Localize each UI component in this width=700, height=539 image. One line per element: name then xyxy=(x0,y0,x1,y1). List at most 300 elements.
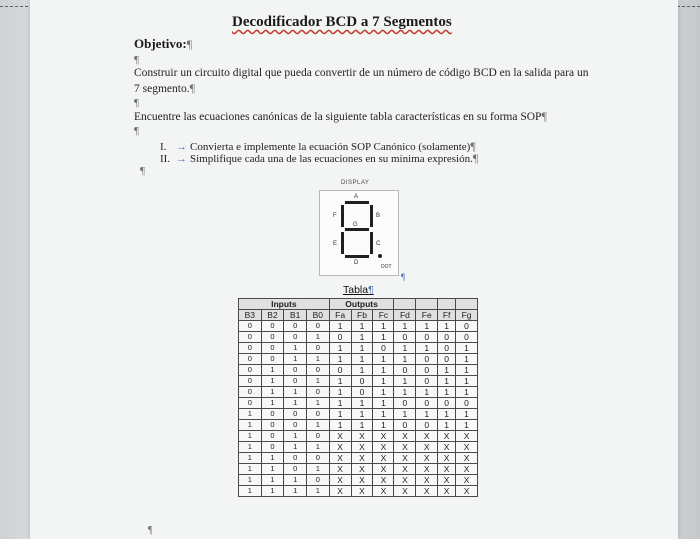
table-cell[interactable] xyxy=(329,475,351,486)
cell-value: X xyxy=(337,442,343,452)
cell-value: 1 xyxy=(337,409,343,419)
cell-value: 1 xyxy=(293,387,298,396)
table-cell[interactable] xyxy=(307,409,330,420)
table-cell[interactable] xyxy=(351,486,373,497)
segment-b xyxy=(370,205,373,227)
segment-label-g: G xyxy=(353,222,358,228)
table-cell[interactable] xyxy=(284,431,307,442)
table-cell[interactable] xyxy=(261,376,284,387)
cell-value: 0 xyxy=(247,376,252,385)
table-cell[interactable] xyxy=(307,354,330,365)
title-text: Decodificador BCD a 7 Segmentos xyxy=(232,14,452,30)
table-cell[interactable] xyxy=(239,486,262,497)
table-cell[interactable] xyxy=(394,398,416,409)
table-cell[interactable] xyxy=(373,442,394,453)
table-cell[interactable] xyxy=(394,486,416,497)
cell-value: 1 xyxy=(464,365,469,375)
table-cell[interactable] xyxy=(373,398,394,409)
cell-value: 1 xyxy=(270,475,275,484)
table-cell[interactable] xyxy=(438,365,456,376)
table-cell[interactable] xyxy=(394,354,416,365)
table-cell[interactable] xyxy=(416,332,438,343)
cell-value: 0 xyxy=(270,431,275,440)
column-header-fd: Fd xyxy=(394,310,416,321)
table-cell[interactable] xyxy=(351,442,373,453)
table-row xyxy=(239,475,478,486)
table-cell[interactable] xyxy=(239,376,262,387)
cell-value: X xyxy=(337,453,343,463)
segment-e xyxy=(341,232,344,254)
table-cell[interactable] xyxy=(373,321,394,332)
table-cell[interactable] xyxy=(373,354,394,365)
cell-value: 1 xyxy=(464,343,469,353)
table-cell[interactable] xyxy=(351,464,373,475)
cell-value: 1 xyxy=(337,321,343,331)
table-cell[interactable] xyxy=(239,420,262,431)
table-cell[interactable] xyxy=(373,376,394,387)
table-cell[interactable] xyxy=(438,354,456,365)
cell-value: X xyxy=(463,486,470,496)
cell-value: 1 xyxy=(381,409,386,419)
table-cell[interactable] xyxy=(329,486,351,497)
cell-value: 1 xyxy=(247,431,252,440)
table-cell[interactable] xyxy=(261,387,284,398)
cell-value: 0 xyxy=(270,321,275,330)
segment-label-dp: DOT xyxy=(381,264,392,270)
table-cell[interactable] xyxy=(438,420,456,431)
table-cell[interactable] xyxy=(456,398,478,409)
cell-value: 0 xyxy=(315,365,320,374)
table-cell[interactable] xyxy=(307,431,330,442)
table-cell[interactable] xyxy=(239,475,262,486)
table-cell[interactable] xyxy=(394,475,416,486)
table-caption xyxy=(343,284,374,296)
table-cell[interactable] xyxy=(373,464,394,475)
cell-value: 1 xyxy=(402,376,408,386)
pilcrow-mark: ¶ xyxy=(472,151,479,165)
table-cell[interactable] xyxy=(329,365,351,376)
cell-value: 0 xyxy=(464,321,469,331)
table-cell[interactable] xyxy=(416,354,438,365)
table-cell[interactable] xyxy=(307,321,330,332)
table-cell[interactable] xyxy=(329,431,351,442)
table-cell[interactable] xyxy=(456,431,478,442)
table-cell[interactable] xyxy=(373,365,394,376)
list-item xyxy=(160,151,478,166)
cell-value: 0 xyxy=(359,376,365,386)
column-header-b2: B2 xyxy=(261,310,284,321)
table-cell[interactable] xyxy=(329,398,351,409)
cell-value: 1 xyxy=(359,343,365,353)
table-cell[interactable] xyxy=(351,420,373,431)
cell-value: 1 xyxy=(315,376,320,385)
table-cell[interactable] xyxy=(438,321,456,332)
table-row xyxy=(239,409,478,420)
table-cell[interactable] xyxy=(261,365,284,376)
cell-value: X xyxy=(443,475,450,485)
table-cell[interactable] xyxy=(416,486,438,497)
cell-value: 1 xyxy=(247,486,252,495)
cell-value: 1 xyxy=(424,409,430,419)
table-cell[interactable] xyxy=(416,475,438,486)
table-cell[interactable] xyxy=(307,486,330,497)
table-cell[interactable] xyxy=(456,387,478,398)
table-cell[interactable] xyxy=(329,376,351,387)
table-cell[interactable] xyxy=(239,343,262,354)
table-cell[interactable] xyxy=(416,431,438,442)
table-cell[interactable] xyxy=(373,420,394,431)
table-cell[interactable] xyxy=(438,475,456,486)
cell-value: 0 xyxy=(270,442,275,451)
objective-paragraph xyxy=(134,66,594,97)
table-cell[interactable] xyxy=(239,321,262,332)
table-cell[interactable] xyxy=(351,453,373,464)
cell-value: 0 xyxy=(402,365,408,375)
table-cell[interactable] xyxy=(416,464,438,475)
table-cell[interactable] xyxy=(416,409,438,420)
table-cell[interactable] xyxy=(394,365,416,376)
table-cell[interactable] xyxy=(284,475,307,486)
table-cell[interactable] xyxy=(261,464,284,475)
table-cell[interactable] xyxy=(456,321,478,332)
table-cell[interactable] xyxy=(239,354,262,365)
table-cell[interactable] xyxy=(284,486,307,497)
cell-value: 1 xyxy=(315,354,320,363)
table-cell[interactable] xyxy=(416,398,438,409)
cell-value: 1 xyxy=(444,376,449,386)
table-cell[interactable] xyxy=(394,442,416,453)
cell-value: X xyxy=(402,464,408,474)
table-cell[interactable] xyxy=(394,420,416,431)
table-cell[interactable] xyxy=(261,420,284,431)
cell-value: X xyxy=(423,486,430,496)
table-cell[interactable] xyxy=(456,475,478,486)
cell-value: 1 xyxy=(424,321,430,331)
table-cell[interactable] xyxy=(307,387,330,398)
table-cell[interactable] xyxy=(394,332,416,343)
cell-value: X xyxy=(402,431,408,441)
empty-header-cell xyxy=(456,299,478,310)
table-cell[interactable] xyxy=(416,442,438,453)
table-cell[interactable] xyxy=(456,453,478,464)
table-cell[interactable] xyxy=(456,442,478,453)
cell-value: 1 xyxy=(247,420,252,429)
table-cell[interactable] xyxy=(284,442,307,453)
cell-value: X xyxy=(463,453,470,463)
table-cell[interactable] xyxy=(261,398,284,409)
cell-value: X xyxy=(359,442,365,452)
table-cell[interactable] xyxy=(261,442,284,453)
table-cell[interactable] xyxy=(456,409,478,420)
table-cell[interactable] xyxy=(307,442,330,453)
table-cell[interactable] xyxy=(373,332,394,343)
list-number: II. xyxy=(160,153,171,165)
table-cell[interactable] xyxy=(438,486,456,497)
cell-value: 0 xyxy=(247,321,252,330)
column-header-fe: Fe xyxy=(416,310,438,321)
cell-value: 1 xyxy=(381,420,386,430)
table-cell[interactable] xyxy=(394,453,416,464)
table-cell[interactable] xyxy=(239,442,262,453)
cell-value: 1 xyxy=(464,409,469,419)
table-cell[interactable] xyxy=(416,343,438,354)
table-header-row xyxy=(239,310,478,321)
table-cell[interactable] xyxy=(416,365,438,376)
table-cell[interactable] xyxy=(373,431,394,442)
table-cell[interactable] xyxy=(329,354,351,365)
cell-value: X xyxy=(337,431,343,441)
table-cell[interactable] xyxy=(394,409,416,420)
cell-value: 0 xyxy=(293,420,298,429)
cell-value: 1 xyxy=(359,354,365,364)
truth-table[interactable] xyxy=(238,298,478,497)
table-cell[interactable] xyxy=(239,431,262,442)
table-cell[interactable] xyxy=(373,387,394,398)
table-cell[interactable] xyxy=(261,332,284,343)
cell-value: 0 xyxy=(424,376,430,386)
table-cell[interactable] xyxy=(239,453,262,464)
table-cell[interactable] xyxy=(416,387,438,398)
table-cell[interactable] xyxy=(329,332,351,343)
cell-value: 1 xyxy=(270,398,275,407)
table-cell[interactable] xyxy=(351,431,373,442)
cell-value: 1 xyxy=(270,387,275,396)
cell-value: 1 xyxy=(293,354,298,363)
cell-value: 1 xyxy=(381,321,386,331)
cell-value: 0 xyxy=(464,398,469,408)
empty-header-cell xyxy=(438,299,456,310)
table-cell[interactable] xyxy=(456,332,478,343)
table-cell[interactable] xyxy=(351,387,373,398)
cell-value: X xyxy=(359,486,365,496)
segment-label-e: E xyxy=(333,241,338,247)
table-cell[interactable] xyxy=(329,387,351,398)
table-cell[interactable] xyxy=(329,464,351,475)
table-cell[interactable] xyxy=(373,409,394,420)
tab-arrow-icon: → xyxy=(176,153,187,165)
table-cell[interactable] xyxy=(373,453,394,464)
table-cell[interactable] xyxy=(394,321,416,332)
segment-label-b: B xyxy=(376,213,381,219)
table-cell[interactable] xyxy=(456,486,478,497)
table-cell[interactable] xyxy=(438,332,456,343)
table-cell[interactable] xyxy=(351,321,373,332)
table-cell[interactable] xyxy=(351,343,373,354)
cell-value: 1 xyxy=(315,464,320,473)
cell-value: 1 xyxy=(424,387,430,397)
table-cell[interactable] xyxy=(438,453,456,464)
cell-value: X xyxy=(463,464,470,474)
table-cell[interactable] xyxy=(438,409,456,420)
table-cell[interactable] xyxy=(307,453,330,464)
table-cell[interactable] xyxy=(416,321,438,332)
cell-value: X xyxy=(380,464,387,474)
table-cell[interactable] xyxy=(351,398,373,409)
table-cell[interactable] xyxy=(284,453,307,464)
table-cell[interactable] xyxy=(284,343,307,354)
table-cell[interactable] xyxy=(456,420,478,431)
cell-value: 0 xyxy=(337,332,343,342)
table-cell[interactable] xyxy=(261,343,284,354)
table-row xyxy=(239,365,478,376)
table-cell[interactable] xyxy=(351,475,373,486)
cell-value: 0 xyxy=(444,332,449,342)
cell-value: 0 xyxy=(402,398,408,408)
table-cell[interactable] xyxy=(307,343,330,354)
pilcrow-mark: ¶ xyxy=(541,109,547,123)
table-cell[interactable] xyxy=(284,376,307,387)
table-cell[interactable] xyxy=(394,464,416,475)
table-cell[interactable] xyxy=(261,321,284,332)
pilcrow-mark: ¶ xyxy=(148,525,153,536)
cell-value: 0 xyxy=(315,453,320,462)
table-cell[interactable] xyxy=(307,475,330,486)
table-cell[interactable] xyxy=(329,442,351,453)
cell-value: 1 xyxy=(270,453,275,462)
table-cell[interactable] xyxy=(351,332,373,343)
cell-value: X xyxy=(402,442,408,452)
table-cell[interactable] xyxy=(416,376,438,387)
table-cell[interactable] xyxy=(373,343,394,354)
cell-value: 1 xyxy=(247,409,252,418)
cell-value: 1 xyxy=(315,398,320,407)
table-cell[interactable] xyxy=(456,365,478,376)
outputs-group-header: Outputs xyxy=(329,299,394,310)
table-cell[interactable] xyxy=(456,354,478,365)
table-cell[interactable] xyxy=(329,453,351,464)
cell-value: 0 xyxy=(247,365,252,374)
table-cell[interactable] xyxy=(416,420,438,431)
table-cell[interactable] xyxy=(284,321,307,332)
table-cell[interactable] xyxy=(284,354,307,365)
cell-value: 0 xyxy=(315,475,320,484)
pilcrow-mark: ¶ xyxy=(186,37,193,51)
table-cell[interactable] xyxy=(284,409,307,420)
cell-value: 1 xyxy=(464,376,469,386)
cell-value: X xyxy=(380,475,387,485)
table-cell[interactable] xyxy=(416,453,438,464)
table-cell[interactable] xyxy=(307,420,330,431)
cell-value: 0 xyxy=(315,387,320,396)
table-cell[interactable] xyxy=(239,409,262,420)
table-cell[interactable] xyxy=(261,453,284,464)
cell-value: X xyxy=(463,431,470,441)
cell-value: 0 xyxy=(270,420,275,429)
table-cell[interactable] xyxy=(456,464,478,475)
table-cell[interactable] xyxy=(261,431,284,442)
table-cell[interactable] xyxy=(284,332,307,343)
cell-value: 1 xyxy=(315,486,320,495)
cell-value: 1 xyxy=(247,442,252,451)
cell-value: 0 xyxy=(270,354,275,363)
cell-value: 0 xyxy=(293,332,298,341)
cell-value: 1 xyxy=(444,321,449,331)
table-cell[interactable] xyxy=(438,442,456,453)
table-cell[interactable] xyxy=(284,398,307,409)
table-row xyxy=(239,343,478,354)
table-cell[interactable] xyxy=(239,332,262,343)
pilcrow-mark: ¶ xyxy=(134,97,139,109)
table-cell[interactable] xyxy=(284,365,307,376)
table-cell[interactable] xyxy=(438,376,456,387)
cell-value: 1 xyxy=(293,431,298,440)
cell-value: 1 xyxy=(270,365,275,374)
cell-value: X xyxy=(359,475,365,485)
table-cell[interactable] xyxy=(438,343,456,354)
pilcrow-mark: ¶ xyxy=(470,139,476,153)
cell-value: 0 xyxy=(270,409,275,418)
table-cell[interactable] xyxy=(284,387,307,398)
document-title xyxy=(232,14,452,31)
cell-value: 1 xyxy=(247,453,252,462)
table-cell[interactable] xyxy=(394,387,416,398)
table-cell[interactable] xyxy=(261,475,284,486)
cell-value: 0 xyxy=(293,464,298,473)
table-cell[interactable] xyxy=(394,376,416,387)
cell-value: 1 xyxy=(381,354,386,364)
cell-value: 0 xyxy=(270,343,275,352)
cell-value: 0 xyxy=(293,376,298,385)
cell-value: X xyxy=(423,453,430,463)
table-cell[interactable] xyxy=(329,343,351,354)
table-cell[interactable] xyxy=(438,387,456,398)
cell-value: 1 xyxy=(381,332,386,342)
cell-value: 1 xyxy=(402,321,408,331)
table-cell[interactable] xyxy=(351,376,373,387)
table-cell[interactable] xyxy=(373,486,394,497)
table-cell[interactable] xyxy=(329,321,351,332)
cell-value: 1 xyxy=(293,398,298,407)
table-cell[interactable] xyxy=(329,409,351,420)
table-cell[interactable] xyxy=(261,486,284,497)
table-cell[interactable] xyxy=(239,387,262,398)
table-row xyxy=(239,420,478,431)
table-cell[interactable] xyxy=(351,354,373,365)
table-cell[interactable] xyxy=(284,420,307,431)
table-cell[interactable] xyxy=(307,332,330,343)
cell-value: 0 xyxy=(247,343,252,352)
table-cell[interactable] xyxy=(307,376,330,387)
table-cell[interactable] xyxy=(394,343,416,354)
table-cell[interactable] xyxy=(261,409,284,420)
cell-value: 1 xyxy=(359,420,365,430)
cell-value: 0 xyxy=(424,398,430,408)
table-cell[interactable] xyxy=(261,354,284,365)
cell-value: X xyxy=(337,475,343,485)
table-cell[interactable] xyxy=(307,398,330,409)
table-cell[interactable] xyxy=(351,409,373,420)
table-cell[interactable] xyxy=(307,464,330,475)
table-cell[interactable] xyxy=(329,420,351,431)
cell-value: X xyxy=(380,486,387,496)
table-cell[interactable] xyxy=(307,365,330,376)
table-cell[interactable] xyxy=(438,464,456,475)
table-cell[interactable] xyxy=(394,431,416,442)
table-cell[interactable] xyxy=(351,365,373,376)
cell-value: 0 xyxy=(464,332,469,342)
table-cell[interactable] xyxy=(284,464,307,475)
table-cell[interactable] xyxy=(239,464,262,475)
cell-value: 0 xyxy=(315,343,320,352)
list-text: Simplifique cada una de las ecuaciones en su mínima expresión. xyxy=(190,153,473,165)
table-cell[interactable] xyxy=(456,376,478,387)
table-cell[interactable] xyxy=(239,398,262,409)
table-cell[interactable] xyxy=(239,365,262,376)
table-cell[interactable] xyxy=(456,343,478,354)
table-cell[interactable] xyxy=(438,398,456,409)
table-cell[interactable] xyxy=(438,431,456,442)
table-cell[interactable] xyxy=(373,475,394,486)
